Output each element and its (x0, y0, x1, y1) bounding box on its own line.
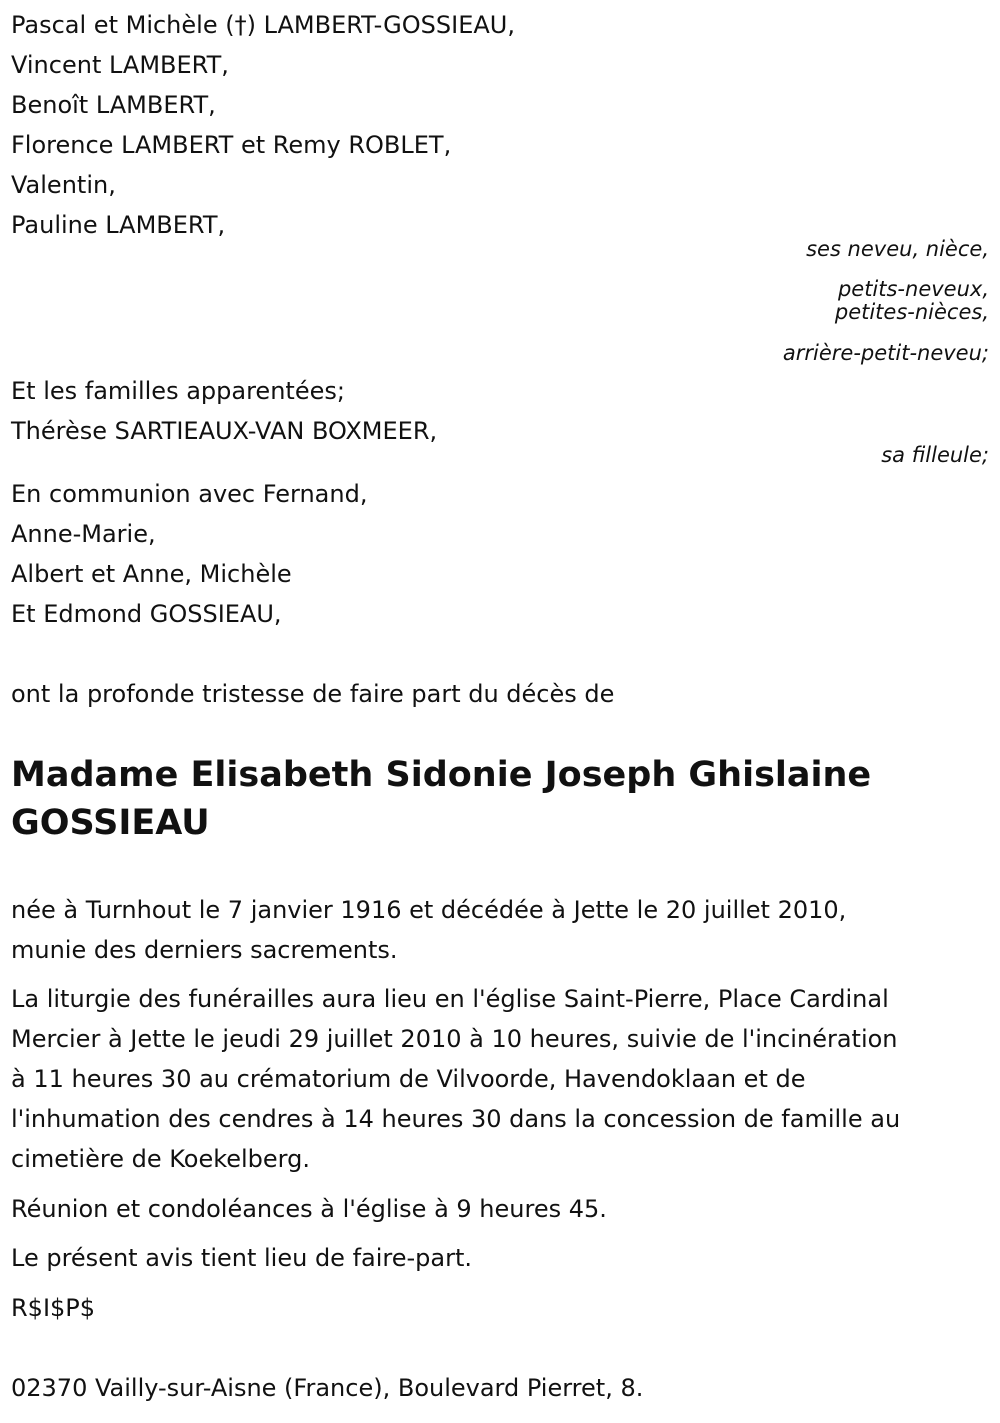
paragraph-line: cimetière de Koekelberg. (11, 1145, 310, 1173)
paragraph-line: à 11 heures 30 au crématorium de Vilvoorde, Havendoklaan et de (11, 1065, 806, 1093)
notice-text: Le présent avis tient lieu de faire-part. (11, 1244, 473, 1272)
family-line: Pauline LAMBERT, (11, 211, 226, 239)
paragraph-line: née à Turnhout le 7 janvier 1916 et décédée à Jette le 20 juillet 2010, (11, 896, 847, 924)
family-line: Benoît LAMBERT, (11, 91, 216, 119)
deceased-name-line: Madame Elisabeth Sidonie Joseph Ghislaine (11, 755, 872, 795)
paragraph-line: l'inhumation des cendres à 14 heures 30 dans la concession de famille au (11, 1105, 901, 1133)
paragraph-line: Mercier à Jette le jeudi 29 juillet 2010 à 10 heures, suivie de l'incinération (11, 1025, 898, 1053)
relation-label: ses neveu, nièce, (806, 237, 989, 261)
communion-line: Albert et Anne, Michèle (11, 560, 292, 588)
paragraph-line: munie des derniers sacrements. (11, 936, 398, 964)
related-line: Thérèse SARTIEAUX-VAN BOXMEER, (11, 417, 438, 445)
communion-line: Anne-Marie, (11, 520, 156, 548)
related-line: Et les familles apparentées; (11, 377, 345, 405)
communion-line: Et Edmond GOSSIEAU, (11, 600, 282, 628)
rip-text: R$I$P$ (11, 1294, 96, 1322)
meeting-text: Réunion et condoléances à l'église à 9 heures 45. (11, 1195, 607, 1223)
relation-label: petites-nièces, (834, 300, 989, 324)
address-text: 02370 Vailly-sur-Aisne (France), Boulevard Pierret, 8. (11, 1374, 644, 1402)
communion-line: En communion avec Fernand, (11, 480, 368, 508)
relation-label: petits-neveux, (837, 277, 989, 301)
relation-label: arrière-petit-neveu; (782, 341, 989, 365)
paragraph-line: La liturgie des funérailles aura lieu en l'église Saint-Pierre, Place Cardinal (11, 985, 889, 1013)
family-line: Florence LAMBERT et Remy ROBLET, (11, 131, 452, 159)
announcement-text: ont la profonde tristesse de faire part du décès de (11, 680, 615, 708)
family-line: Vincent LAMBERT, (11, 51, 229, 79)
relation-label: sa filleule; (881, 443, 989, 467)
family-line: Valentin, (11, 171, 116, 199)
deceased-surname: GOSSIEAU (11, 803, 210, 843)
family-line: Pascal et Michèle (†) LAMBERT-GOSSIEAU, (11, 11, 515, 39)
